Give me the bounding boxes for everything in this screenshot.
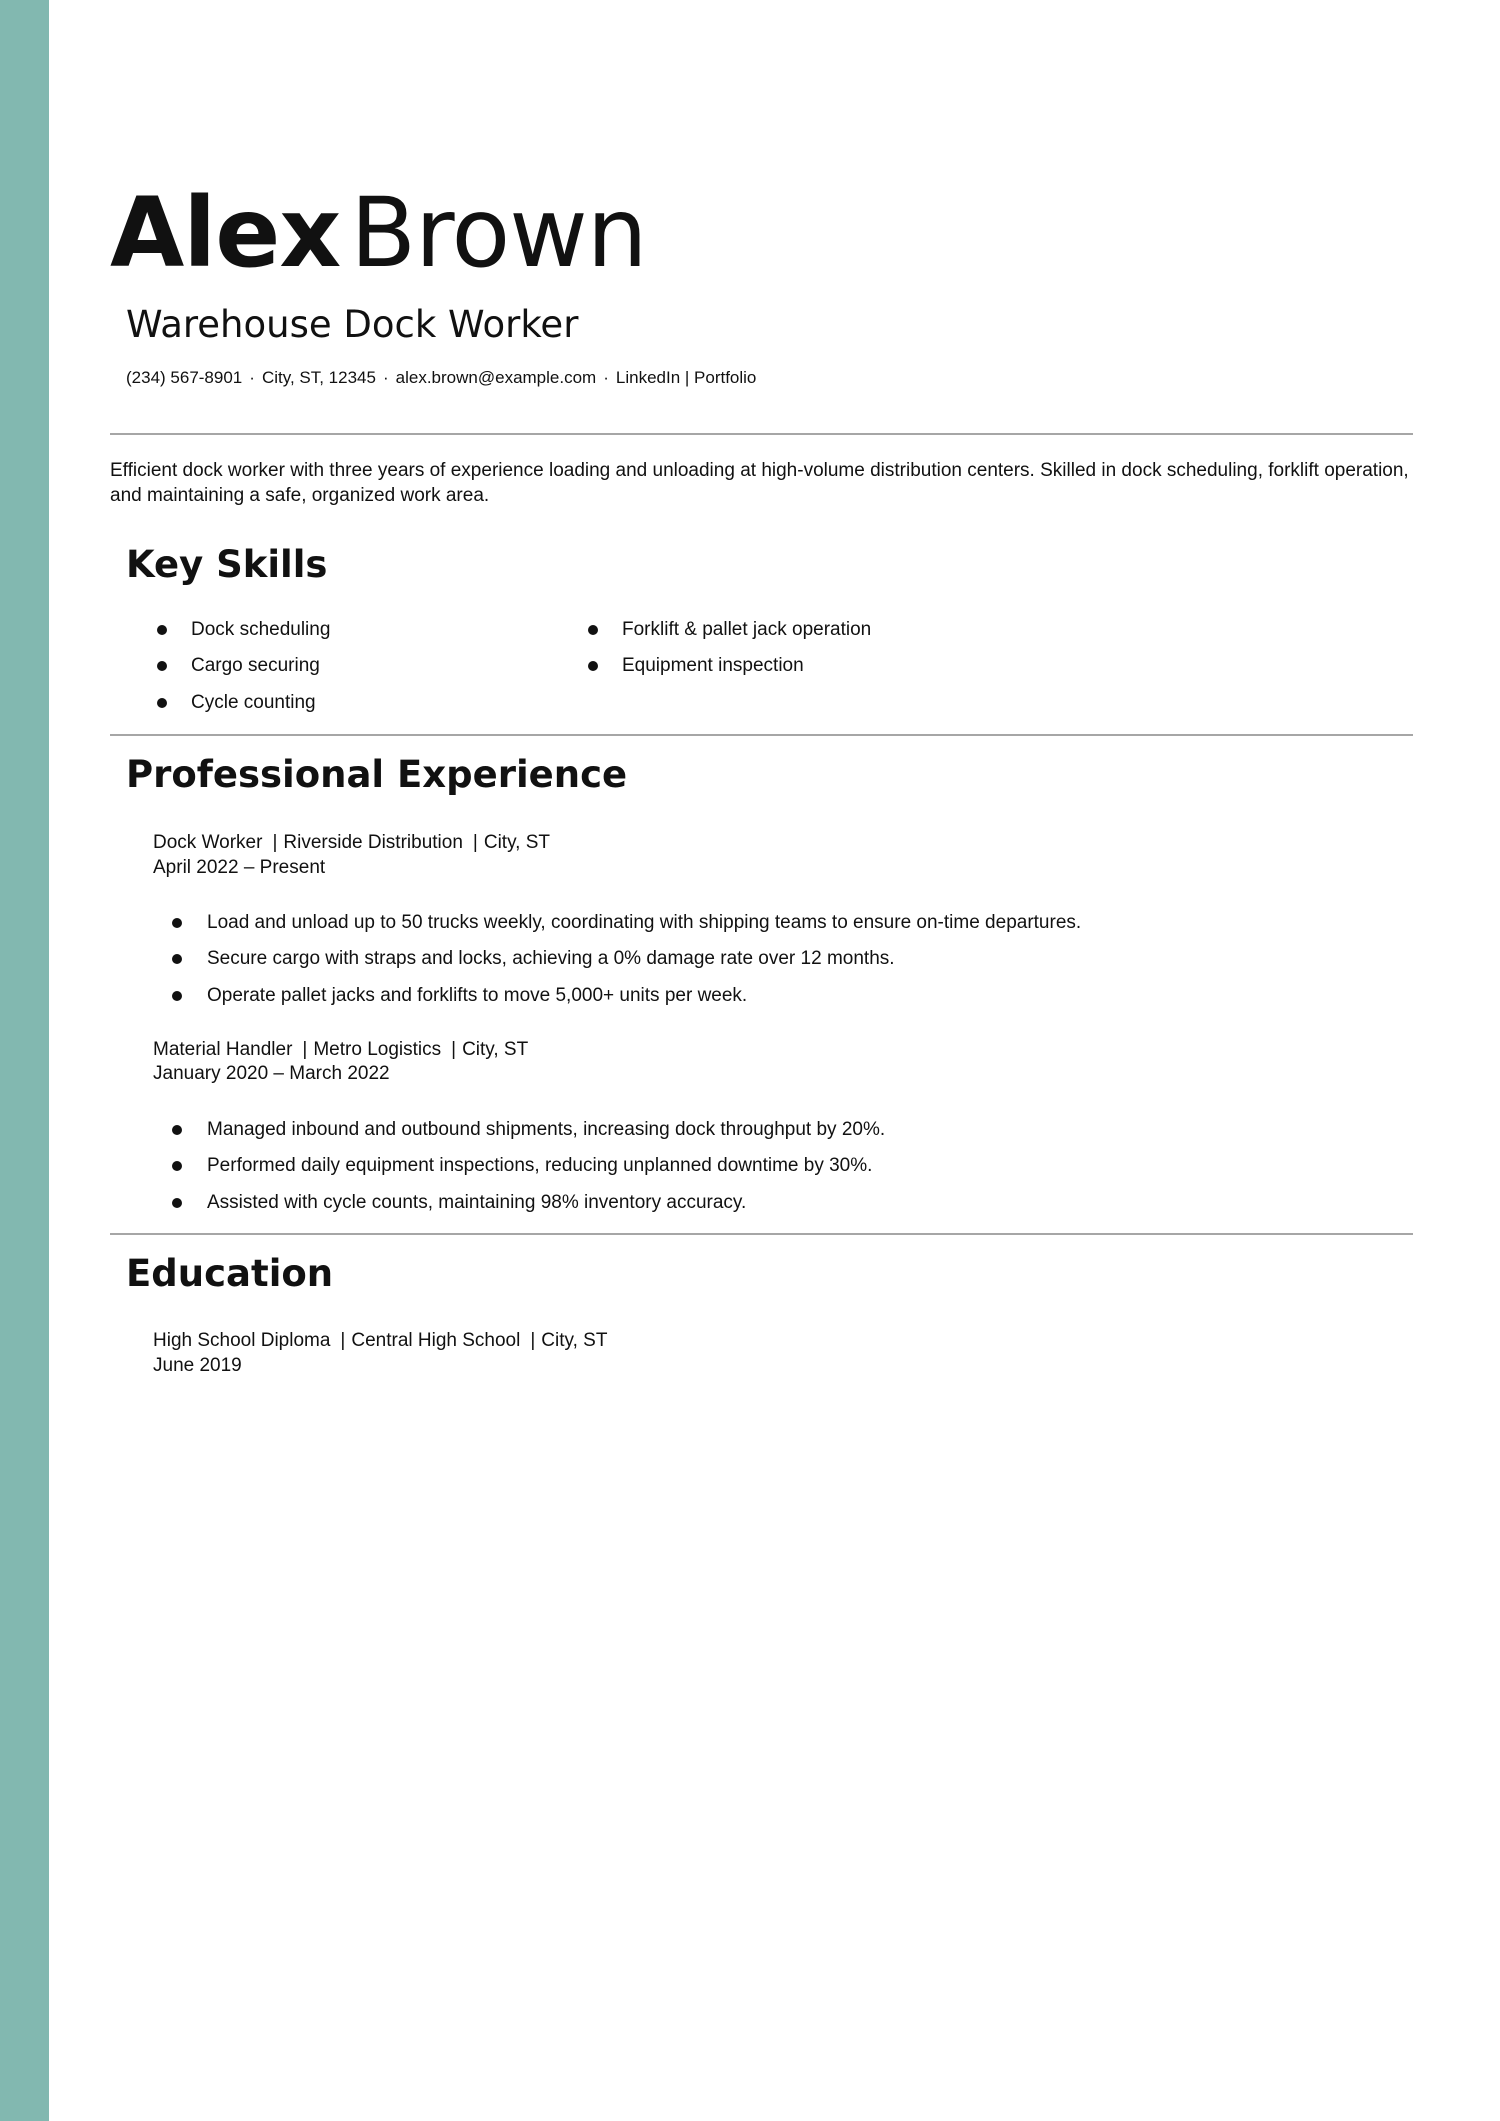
job-location: City, ST [462,1039,529,1060]
job-bullet: Secure cargo with straps and locks, achieving a 0% damage rate over 12 months. [207,946,895,972]
job-header: Material Handler | Metro Logistics | City, ST [153,1039,529,1060]
contact-separator: · [382,368,389,387]
skills-heading: Key Skills [126,543,328,586]
contact-separator: · [249,368,255,387]
job-dates: April 2022 – Present [153,857,326,878]
job-header: Dock Worker | Riverside Distribution | City, ST [153,832,550,853]
contact-links[interactable]: LinkedIn | Portfolio [615,368,757,387]
bullet-icon [157,625,167,635]
job-bullet: Assisted with cycle counts, maintaining 98% inventory accuracy. [207,1190,746,1216]
experience-heading: Professional Experience [126,753,628,796]
bullet-icon [172,991,182,1001]
bullet-icon [588,661,598,671]
accent-side-bar [0,0,49,2121]
skill-item: Equipment inspection [622,653,804,679]
bullet-icon [172,918,182,928]
bullet-icon [172,954,182,964]
education-school: Central High School [351,1330,521,1351]
job-bullet: Operate pallet jacks and forklifts to move 5,000+ units per week. [207,983,747,1009]
bullet-icon [172,1125,182,1135]
bullet-icon [172,1198,182,1208]
last-name: Brown [350,177,647,289]
contact-line [126,366,756,390]
skill-item: Forklift & pallet jack operation [622,617,871,643]
bullet-icon [157,661,167,671]
divider [110,433,1413,435]
job-company: Riverside Distribution [283,832,463,853]
contact-location: City, ST, 12345 [261,368,376,387]
candidate-name [110,168,647,298]
skill-item: Dock scheduling [191,617,330,643]
job-dates: January 2020 – March 2022 [153,1063,390,1084]
first-name: Alex [110,177,341,289]
divider [110,734,1413,736]
education-heading: Education [126,1252,334,1295]
job-bullet: Performed daily equipment inspections, reducing unplanned downtime by 30%. [207,1153,872,1179]
education-degree: High School Diploma [153,1330,331,1351]
bullet-icon [172,1161,182,1171]
job-company: Metro Logistics [313,1039,442,1060]
skill-item: Cycle counting [191,690,316,716]
divider [110,1233,1413,1235]
job-role: Dock Worker [153,832,263,853]
job-location: City, ST [483,832,550,853]
education-date: June 2019 [153,1355,242,1376]
job-role: Material Handler [153,1039,293,1060]
contact-separator: · [603,368,609,387]
contact-email[interactable]: alex.brown@example.com [395,368,597,387]
job-bullet: Load and unload up to 50 trucks weekly, coordinating with shipping teams to ensure on-time departures. [207,910,1081,936]
education-location: City, ST [541,1330,608,1351]
skill-item: Cargo securing [191,653,320,679]
job-title: Warehouse Dock Worker [126,303,579,346]
contact-phone: (234) 567-8901 [126,368,243,387]
bullet-icon [588,625,598,635]
education-header: High School Diploma | Central High School | City, ST [153,1330,608,1351]
bullet-icon [157,698,167,708]
job-bullet: Managed inbound and outbound shipments, increasing dock throughput by 20%. [207,1117,885,1143]
summary: Efficient dock worker with three years of experience loading and unloading at high-volume distribution centers. Skilled in dock scheduling, forklift operation, and maintaining a safe, organized work area. [110,460,1409,506]
